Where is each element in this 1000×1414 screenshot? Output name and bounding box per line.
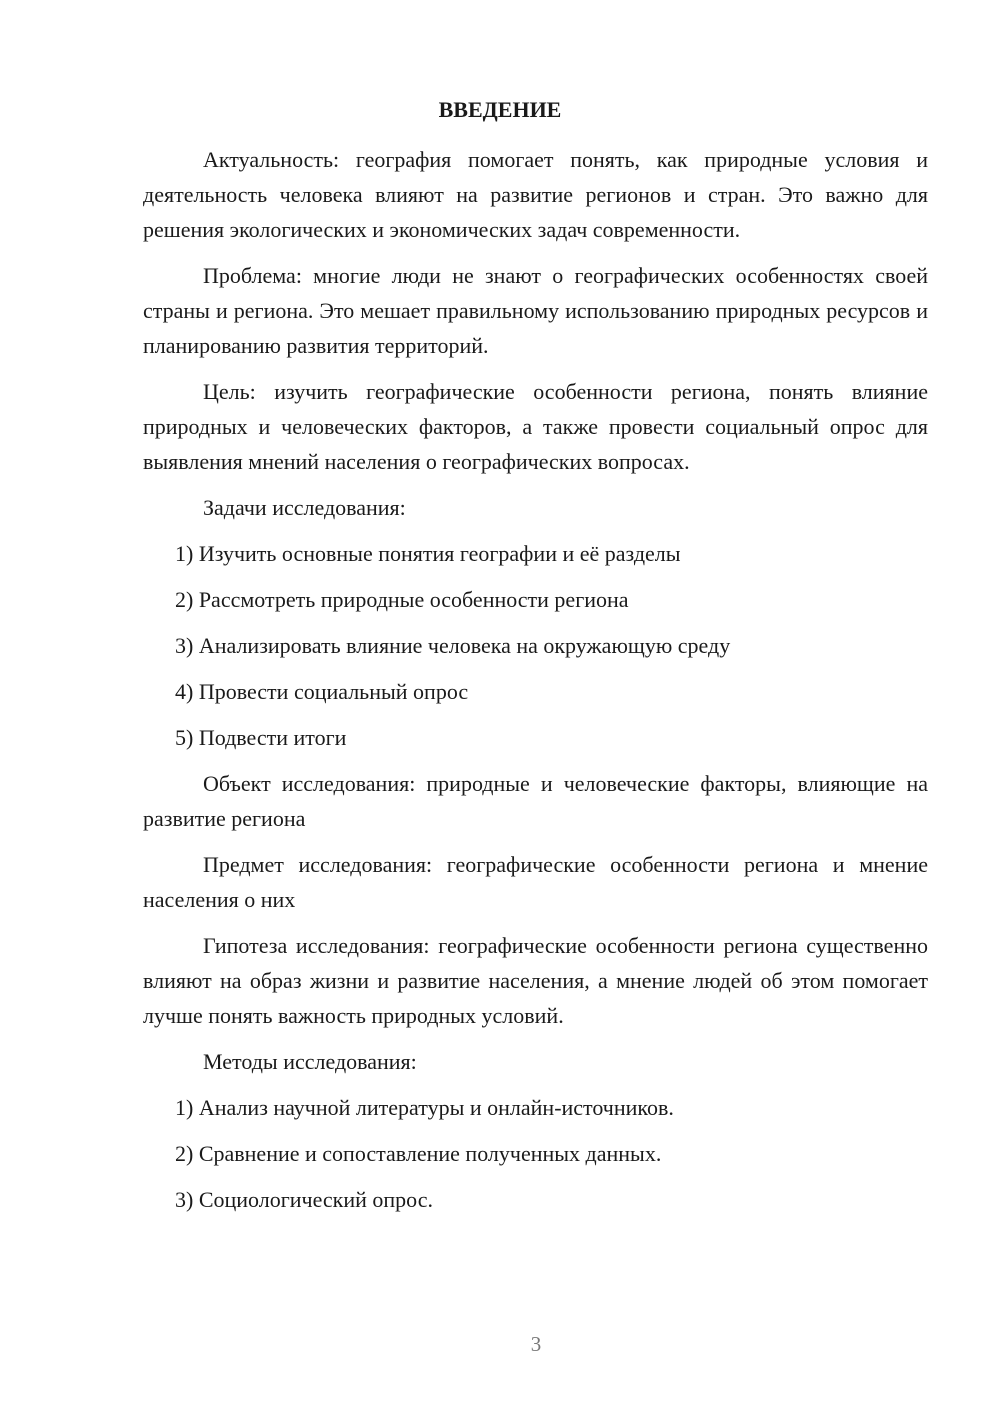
methods-list [143, 1090, 928, 1217]
paragraph-relevance: Актуальность: география помогает понять, как природные условия и деятельность человека влияют на развитие регионов и стран. Это важно для решения экологических и экономических задач современности. [143, 147, 928, 242]
list-item: 1) Анализ научной литературы и онлайн-источников. [175, 1095, 674, 1120]
paragraph-problem: Проблема: многие люди не знают о географических особенностях своей страны и региона. Это мешает правильному использованию природных ресурсов и планированию развития территорий. [143, 263, 928, 358]
list-item: 5) Подвести итоги [175, 725, 347, 750]
list-item: 3) Анализировать влияние человека на окружающую среду [175, 633, 731, 658]
paragraph-hypothesis: Гипотеза исследования: географические особенности региона существенно влияют на образ жизни и развитие населения, а мнение людей об этом помогает лучше понять важность природных условий. [143, 933, 928, 1028]
list-item: 2) Сравнение и сопоставление полученных данных. [175, 1141, 662, 1166]
section-title-text: ВВЕДЕНИЕ [438, 97, 562, 122]
paragraph-goal: Цель: изучить географические особенности региона, понять влияние природных и человеческих факторов, а также провести социальный опрос для выявления мнений населения о географических вопросах. [143, 379, 928, 474]
list-item: 2) Рассмотреть природные особенности региона [175, 587, 629, 612]
section-title [72, 94, 1000, 126]
tasks-list [143, 536, 928, 755]
list-item: 3) Социологический опрос. [175, 1187, 433, 1212]
list-item: 1) Изучить основные понятия географии и её разделы [175, 541, 681, 566]
methods-heading: Методы исследования: [203, 1049, 417, 1074]
tasks-heading: Задачи исследования: [203, 495, 406, 520]
paragraph-subject: Предмет исследования: географические особенности региона и мнение населения о них [143, 852, 928, 912]
document-body [143, 142, 928, 1228]
paragraph-object: Объект исследования: природные и человеческие факторы, влияющие на развитие региона [143, 771, 928, 831]
page-number: 3 [530, 1332, 542, 1356]
list-item: 4) Провести социальный опрос [175, 679, 469, 704]
